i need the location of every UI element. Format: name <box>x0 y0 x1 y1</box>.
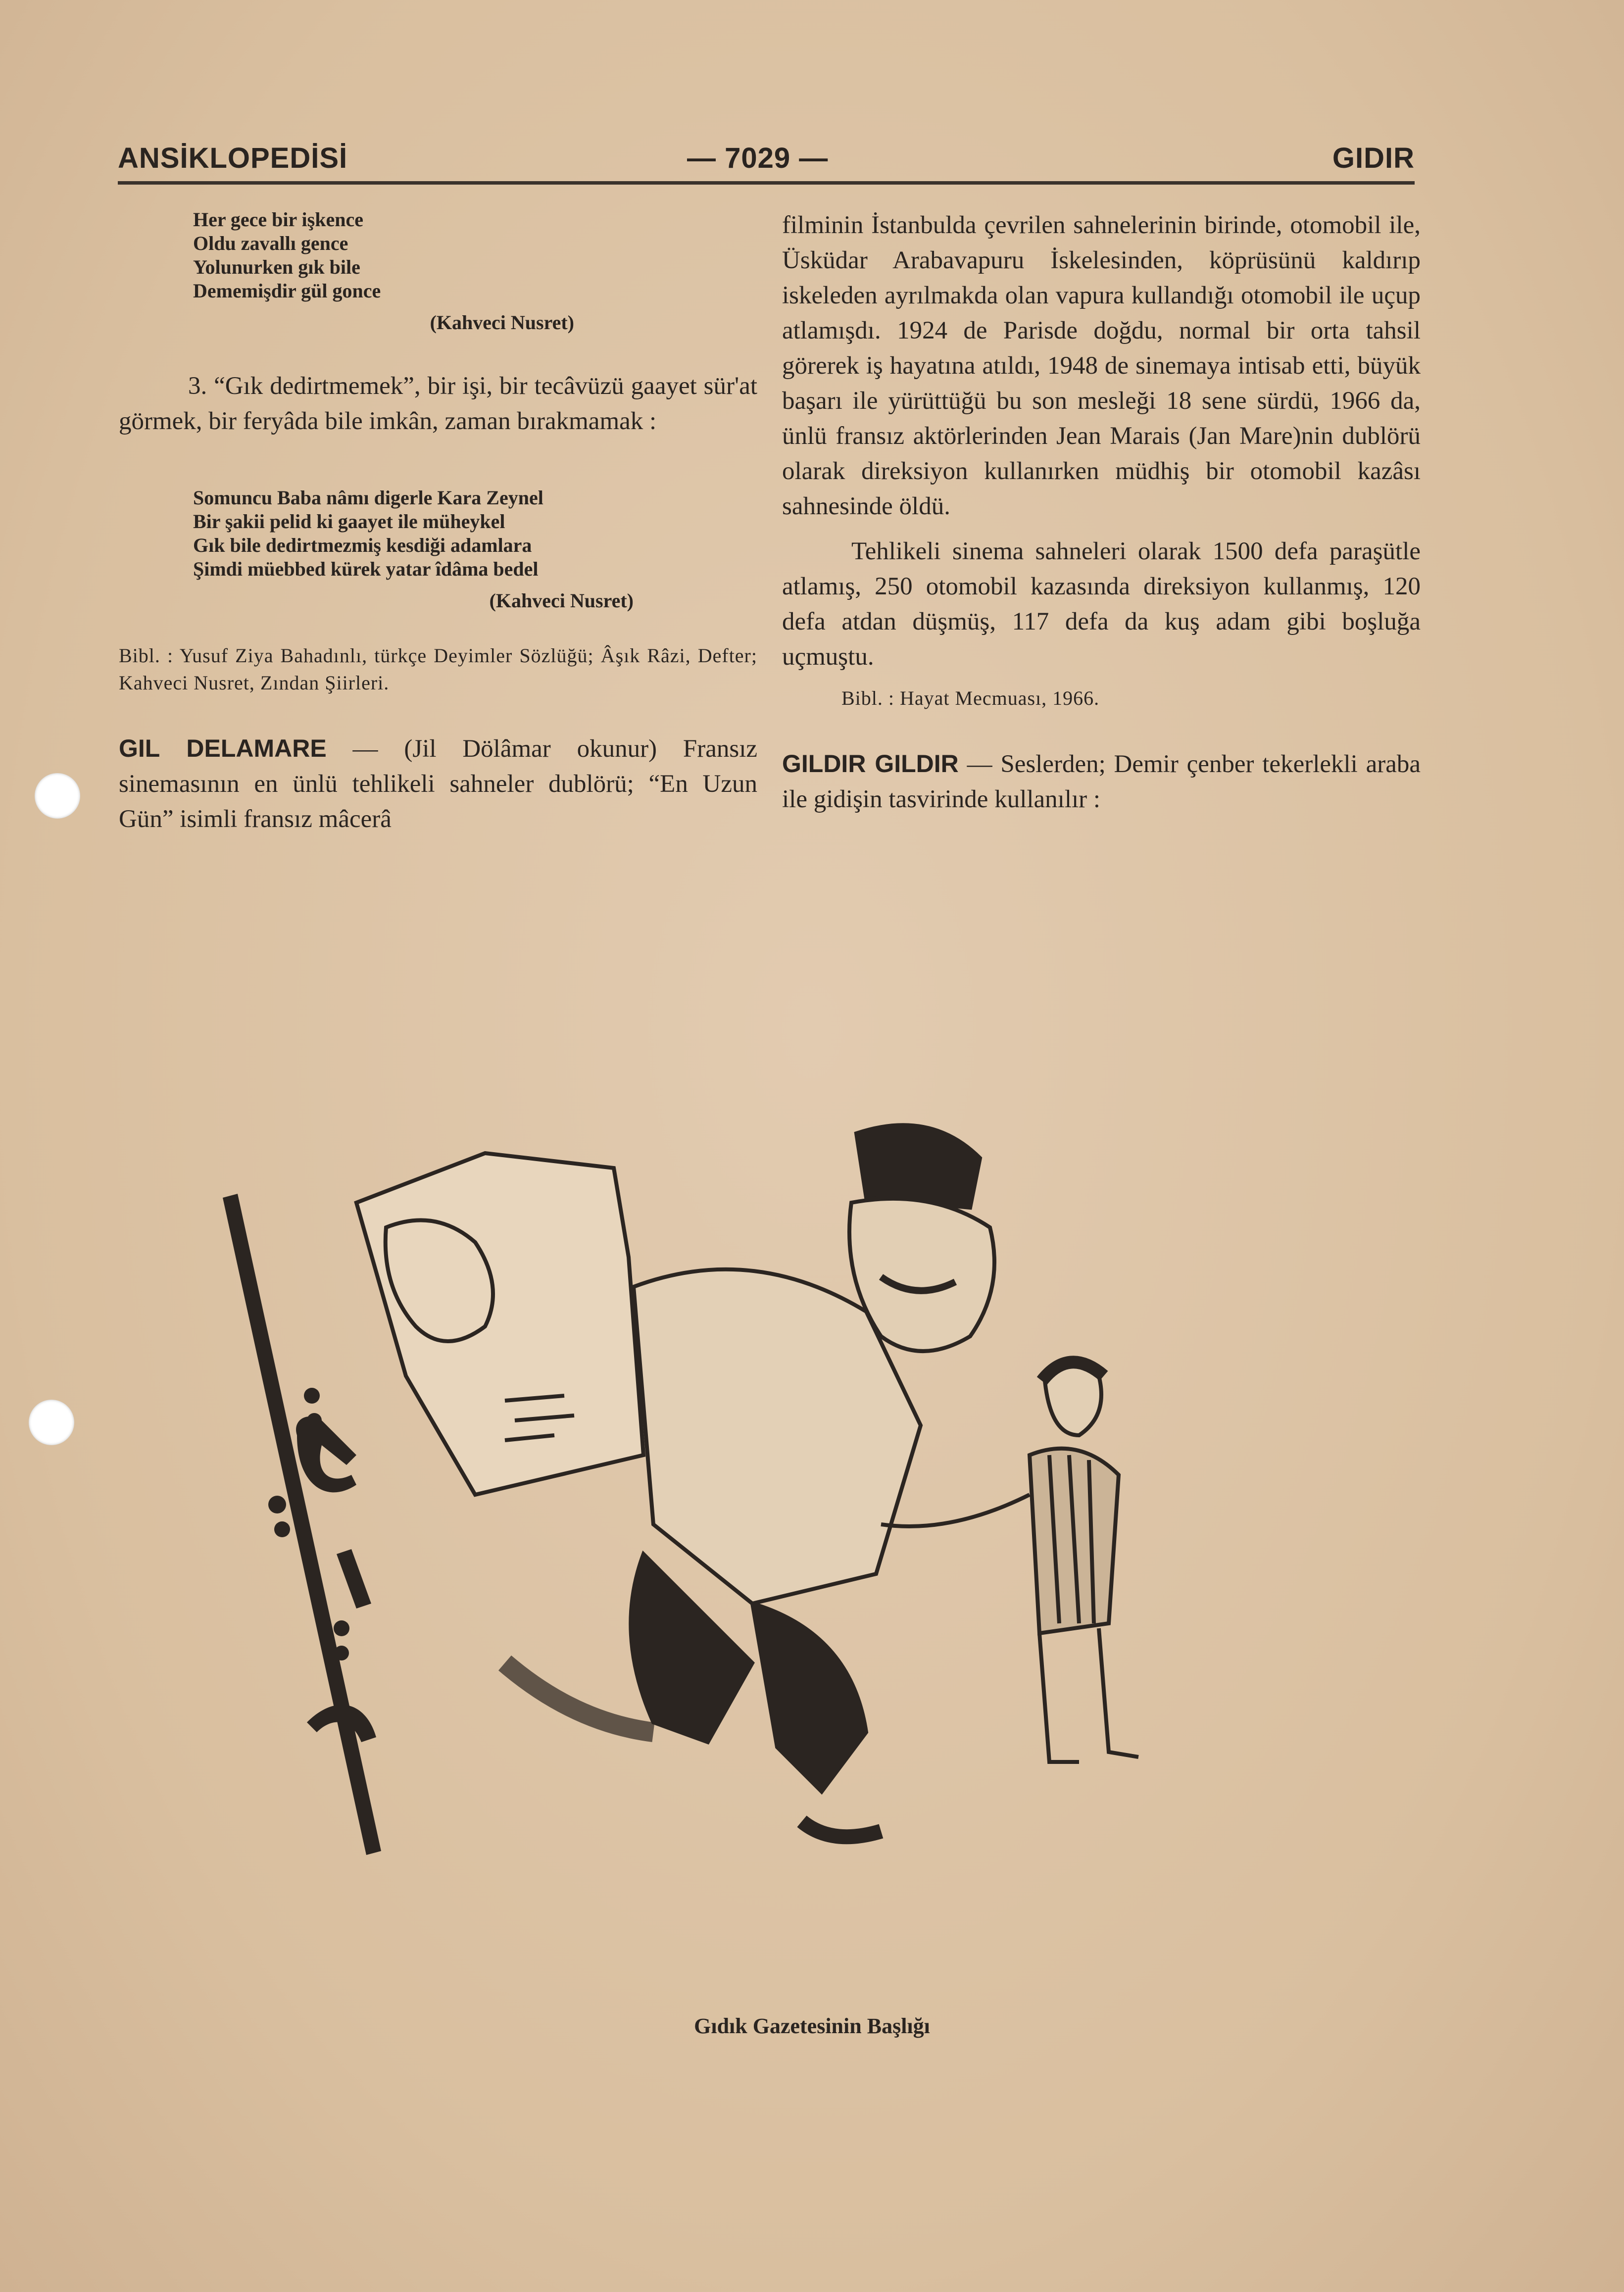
page-number: — 7029 — <box>687 142 829 174</box>
entry-gildir-gildir <box>782 746 1421 817</box>
poem-1 <box>193 208 757 303</box>
entry-text: — Seslerden; Demir çenber tekerlekli araba ile gidişin tasvirinde kullanılır : <box>782 750 1421 813</box>
poem-line: Her gece bir işkence <box>193 208 363 231</box>
poem-line: Dememişdir gül gonce <box>193 280 381 302</box>
man-with-newspaper <box>356 1125 994 1837</box>
header-right: GIDIR <box>1332 142 1415 174</box>
left-column <box>119 208 757 837</box>
bibliography-right: Bibl. : Hayat Mecmuası, 1966. <box>841 687 1100 709</box>
entry-heading: GILDIR GILDIR <box>782 750 959 778</box>
bibliography-left: Bibl. : Yusuf Ziya Bahadınlı, türkçe Deyimler Sözlüğü; Âşık Râzi, Defter; Kahveci Nusret, Zından Şiirleri. <box>119 644 757 694</box>
entry-text: — (Jil Dölâmar okunur) Fransız sinemasının en ünlü tehlikeli sahneler dublörü; “En Uzun Gün” isimli fransız mâcerâ <box>119 735 758 833</box>
poem-2-attribution: (Kahveci Nusret) <box>489 589 634 612</box>
masthead-calligraphy <box>223 1194 381 1855</box>
header-rule <box>118 181 1415 185</box>
right-column <box>782 208 1421 817</box>
entry-heading: GIL DELAMARE <box>119 734 327 762</box>
poem-line: Somuncu Baba nâmı digerle Kara Zeynel <box>193 487 543 509</box>
poem-line: Gık bile dedirtmezmiş kesdiği adamlara <box>193 534 532 556</box>
definition-3: 3. “Gık dedirtmemek”, bir işi, bir tecâvüzü gaayet sür'at görmek, bir feryâda bile imkân, zaman bırakmamak : <box>119 372 757 435</box>
poem-1-attribution: (Kahveci Nusret) <box>430 311 574 334</box>
poem-line: Yolunurken gık bile <box>193 256 360 278</box>
punch-hole-bottom <box>29 1400 74 1445</box>
gidik-masthead-cartoon <box>208 1079 1247 1891</box>
poem-line: Şimdi müebbed kürek yatar îdâma bedel <box>193 558 539 580</box>
poem-line: Oldu zavallı gence <box>193 232 348 254</box>
entry-continuation: filminin İstanbulda çevrilen sahnelerinin birinde, otomobil ile, Üsküdar Arabavapuru İskelesinden, köprüsünü kaldırıp iskeleden ayrılmakda olan vapura kullandığı otomobil ile uçup atlamışdı. 1924 de Parisde doğdu, normal bir orta tahsil görerek iş hayatına atıldı, 1948 de sinemaya intisab etti, büyük başarı ile yürüttüğü bu son mesleği 18 sene sürdü, 1966 da, ünlü fransız aktörlerinden Jean Marais (Jan Mare)nin dublörü olarak direksiyon kullanırken müdhiş bir otomobil kazâsı sahnesinde öldü. <box>782 211 1421 520</box>
figure-caption: Gıdık Gazetesinin Başlığı <box>694 2014 930 2038</box>
header-left: ANSİKLOPEDİSİ <box>118 142 348 174</box>
running-header <box>118 142 1415 186</box>
poem-2 <box>193 486 757 581</box>
entry-gil-delamare <box>119 731 757 837</box>
punch-hole-top <box>35 773 80 819</box>
stuntman-stats: Tehlikeli sinema sahneleri olarak 1500 defa paraşütle atlamış, 250 otomobil kazasında direksiyon kullanmış, 120 defa atdan düşmüş, 117 defa da kuş adam gibi boşluğa uçmuştu. <box>782 537 1421 671</box>
poem-line: Bir şakii pelid ki gaayet ile müheykel <box>193 510 505 533</box>
